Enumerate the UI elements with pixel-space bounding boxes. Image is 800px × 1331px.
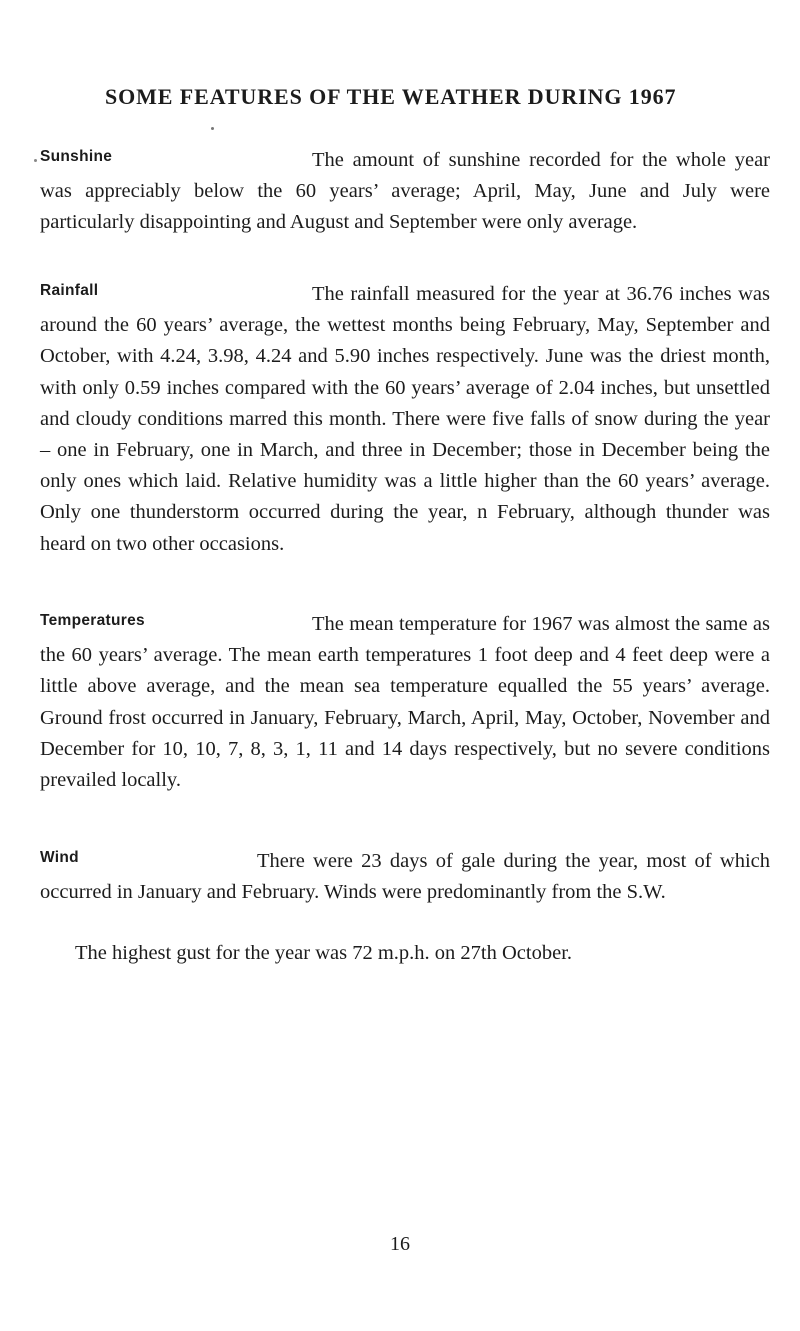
highest-gust-sentence: The highest gust for the year was 72 m.p.h. on 27th October. [75,942,573,964]
speck-mark [211,127,214,130]
section-sunshine [40,145,770,239]
section-wind [40,846,770,908]
section-temperatures [40,609,770,796]
section-label-rainfall: Rainfall [40,282,99,299]
page-title: SOME FEATURES OF THE WEATHER DURING 1967 [105,84,677,109]
section-label-sunshine: Sunshine [40,148,113,165]
section-text-sunshine: The amount of sunshine recorded for the whole year was appreciably below the 60 years’ average; April, May, June and July were particularly disappointing and August and September were only average. [40,149,770,234]
section-text-rainfall: The rainfall measured for the year at 36.76 inches was around the 60 years’ average, the wettest months being February, May, September and October, with 4.24, 3.98, 4.24 and 5.90 inches respectively. June was the driest month, with only 0.59 inches compared with the 60 years’ average of 2.04 inches, but unsettled and cloudy conditions marred this month. There were five falls of snow during the year – one in February, one in March, and three in December; those in December being the only ones which laid. Relative humidity was a little higher than the 60 years’ average. Only one thunderstorm occurred during the year, n February, although thunder was heard on two other occasions. [40,283,770,555]
section-text-wind: There were 23 days of gale during the year, most of which occurred in January and February. Winds were predominantly from the S.W. [40,850,770,904]
section-rainfall [40,279,770,560]
section-label-temperatures: Temperatures [40,612,145,629]
section-label-wind: Wind [40,849,79,866]
section-text-temperatures: The mean temperature for 1967 was almost the same as the 60 years’ average. The mean earth temperatures 1 foot deep and 4 feet deep were a little above average, and the mean sea temperature equalled the 55 years’ average. Ground frost occurred in January, February, March, April, May, October, November and December for 10, 10, 7, 8, 3, 1, 11 and 14 days respectively, but no severe conditions prevailed locally. [40,613,770,792]
speck-mark [34,159,37,162]
page-number: 16 [390,1233,410,1255]
